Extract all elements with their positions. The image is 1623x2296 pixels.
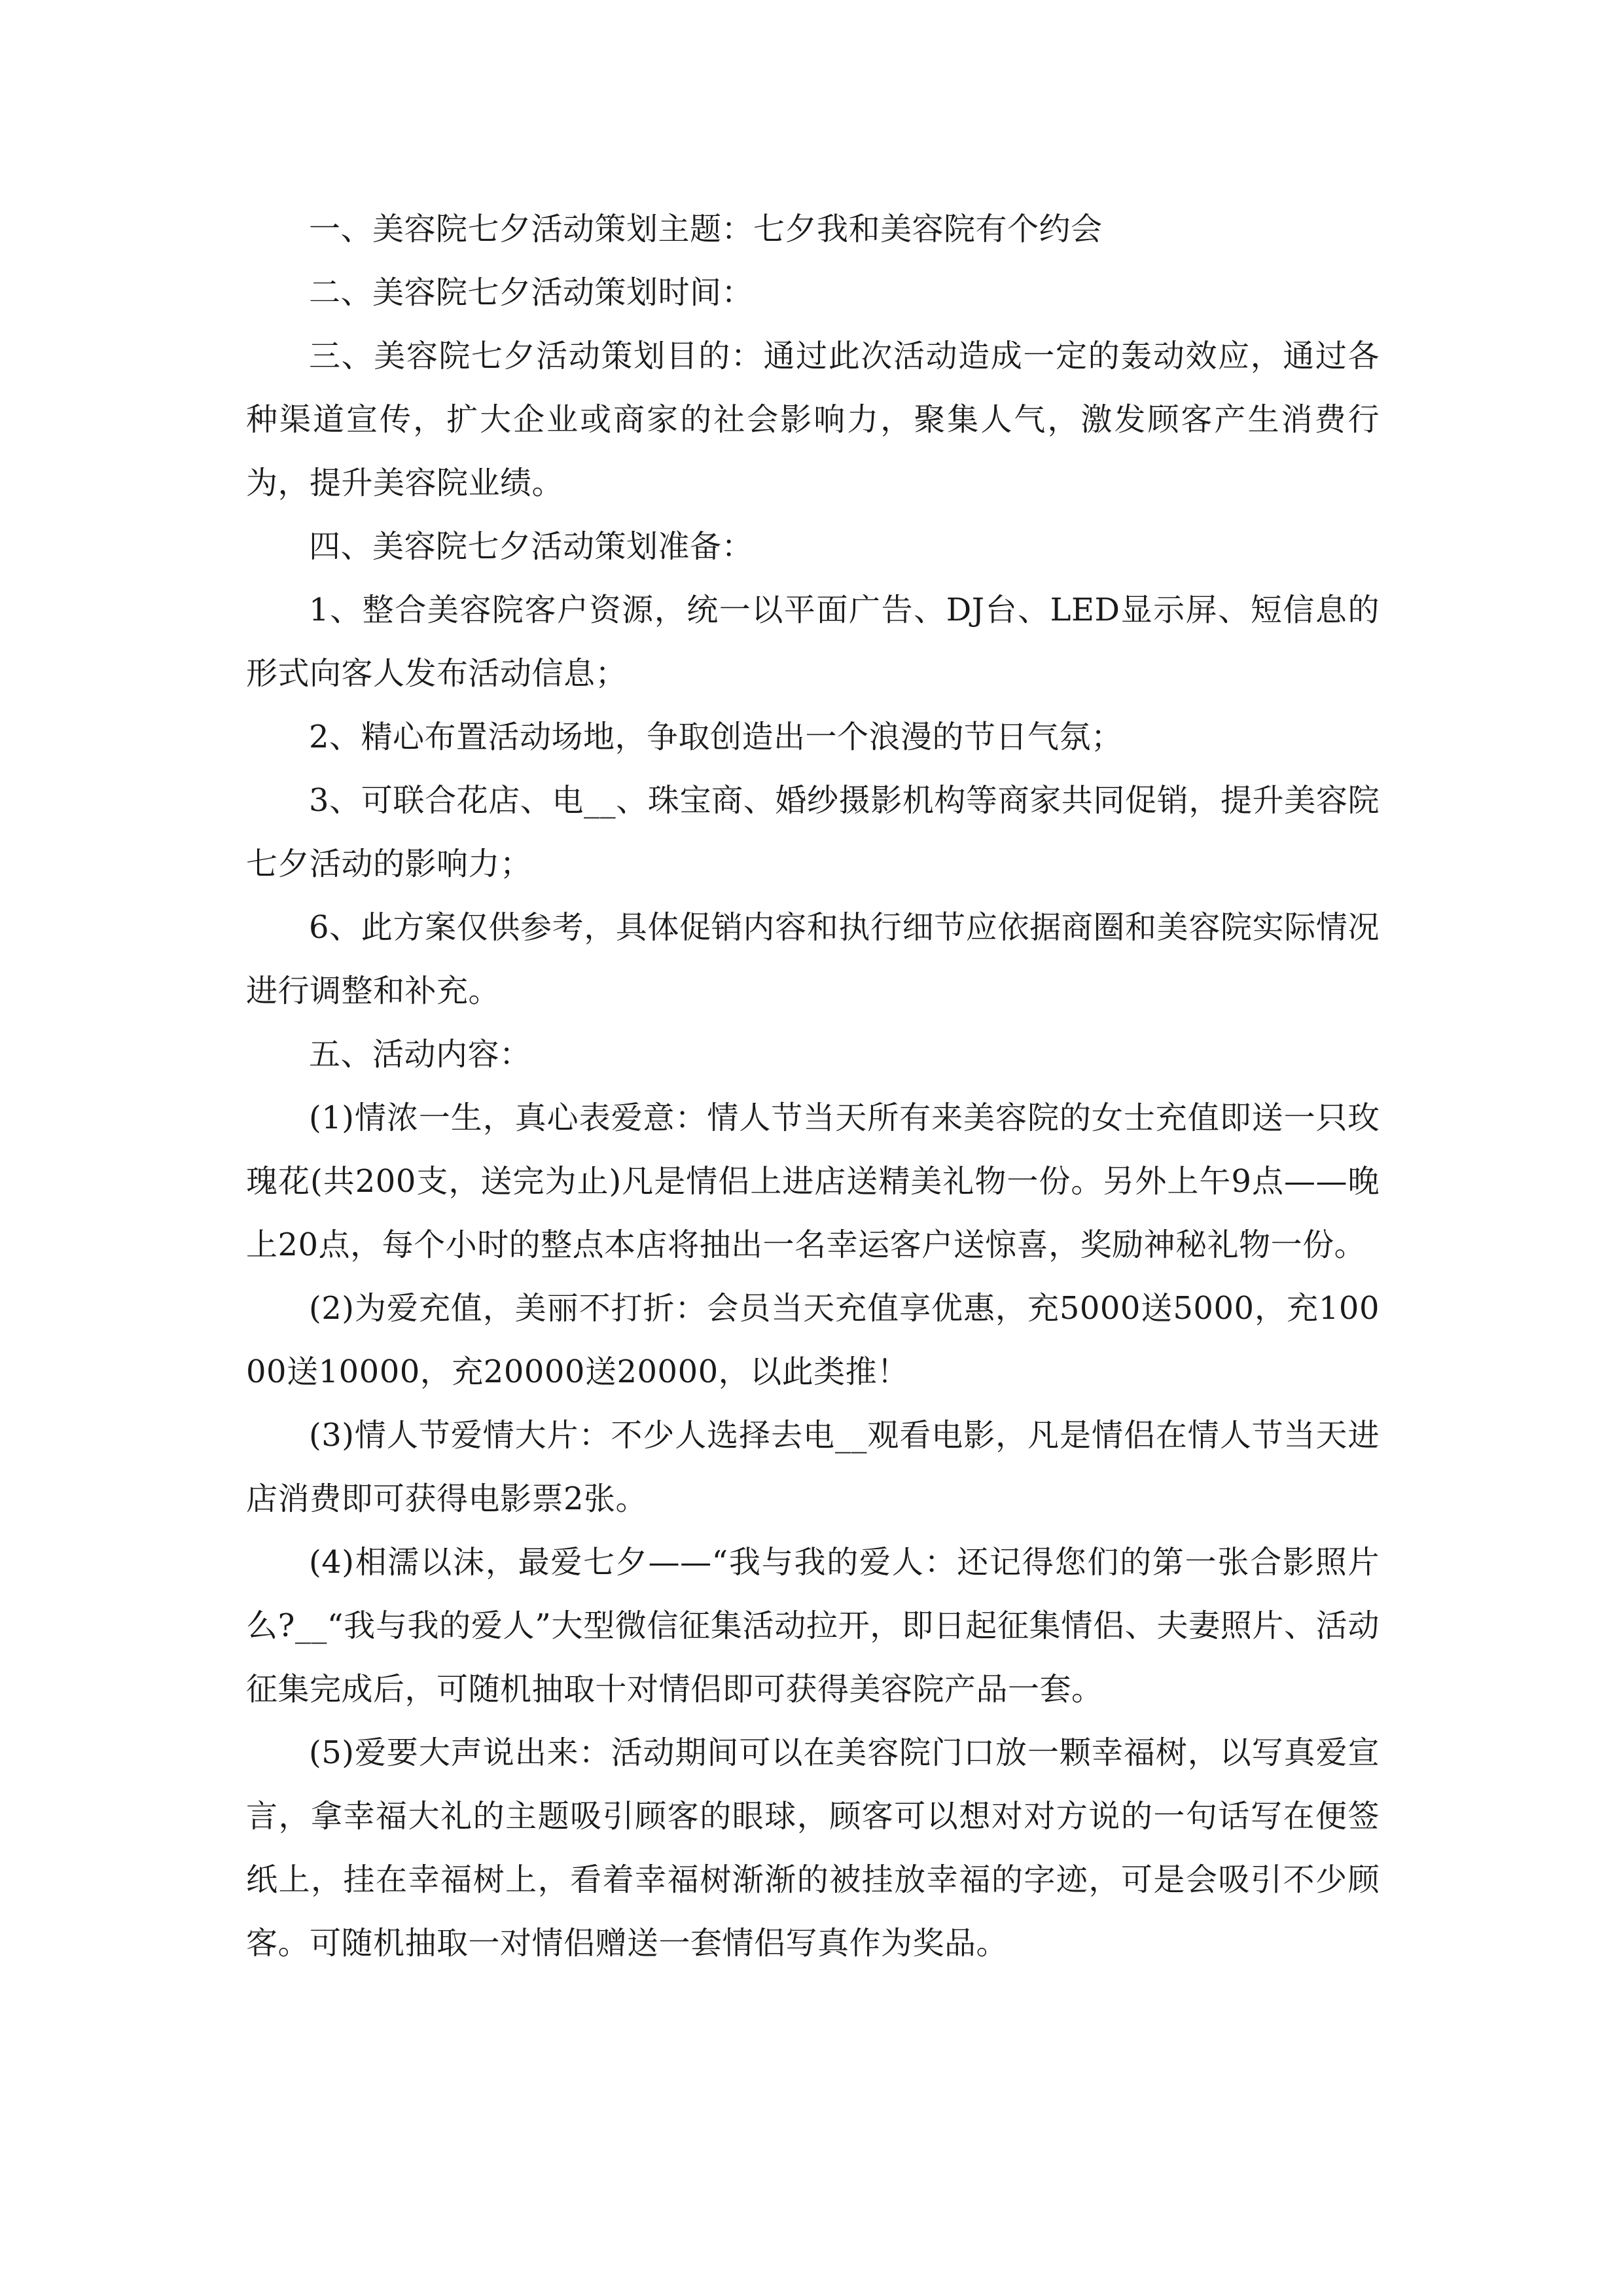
paragraph-activity-3: (3)情人节爱情大片：不少人选择去电__观看电影，凡是情侣在情人节当天进店消费即可获得电影票2张。 — [246, 1417, 1380, 1517]
paragraph-prep-item-3: 3、可联合花店、电__、珠宝商、婚纱摄影机构等商家共同促销，提升美容院七夕活动的影响力； — [246, 782, 1380, 882]
paragraph-activity-1: (1)情浓一生，真心表爱意：情人节当天所有来美容院的女士充值即送一只玫瑰花(共200支，送完为止)凡是情侣上进店送精美礼物一份。另外上午9点——晚上20点，每个小时的整点本店将抽出一名幸运客户送惊喜，奖励神秘礼物一份。 — [246, 1100, 1380, 1263]
paragraph-activity-5: (5)爱要大声说出来：活动期间可以在美容院门口放一颗幸福树，以写真爱宣言，拿幸福大礼的主题吸引顾客的眼球，顾客可以想对对方说的一句话写在便签纸上，挂在幸福树上，看着幸福树渐渐的被挂放幸福的字迹，可是会吸引不少顾客。可随机抽取一对情侣赠送一套情侣写真作为奖品。 — [246, 1734, 1380, 1962]
paragraph-content-heading: 五、活动内容： — [309, 1036, 531, 1073]
paragraph-prep-item-6: 6、此方案仅供参考，具体促销内容和执行细节应依据商圈和美容院实际情况进行调整和补充。 — [246, 909, 1380, 1009]
paragraph-time: 二、美容院七夕活动策划时间： — [309, 274, 754, 311]
document-body — [246, 198, 1380, 1975]
paragraph-preparation: 四、美容院七夕活动策划准备： — [309, 528, 754, 565]
paragraph-prep-item-1: 1、整合美容院客户资源，统一以平面广告、DJ台、LED显示屏、短信息的形式向客人发布活动信息； — [246, 592, 1380, 692]
paragraph-theme: 一、美容院七夕活动策划主题：七夕我和美容院有个约会 — [309, 211, 1103, 247]
paragraph-activity-4: (4)相濡以沫，最爱七夕——“我与我的爱人：还记得您们的第一张合影照片么?__“我与我的爱人”大型微信征集活动拉开，即日起征集情侣、夫妻照片、活动征集完成后，可随机抽取十对情侣即可获得美容院产品一套。 — [246, 1544, 1380, 1708]
paragraph-purpose: 三、美容院七夕活动策划目的：通过此次活动造成一定的轰动效应，通过各种渠道宣传，扩大企业或商家的社会影响力，聚集人气，激发顾客产生消费行为，提升美容院业绩。 — [246, 338, 1380, 501]
paragraph-activity-2: (2)为爱充值，美丽不打折：会员当天充值享优惠，充5000送5000，充10000送10000，充20000送20000，以此类推！ — [246, 1290, 1380, 1390]
paragraph-prep-item-2: 2、精心布置活动场地，争取创造出一个浪漫的节日气氛； — [309, 719, 1123, 755]
